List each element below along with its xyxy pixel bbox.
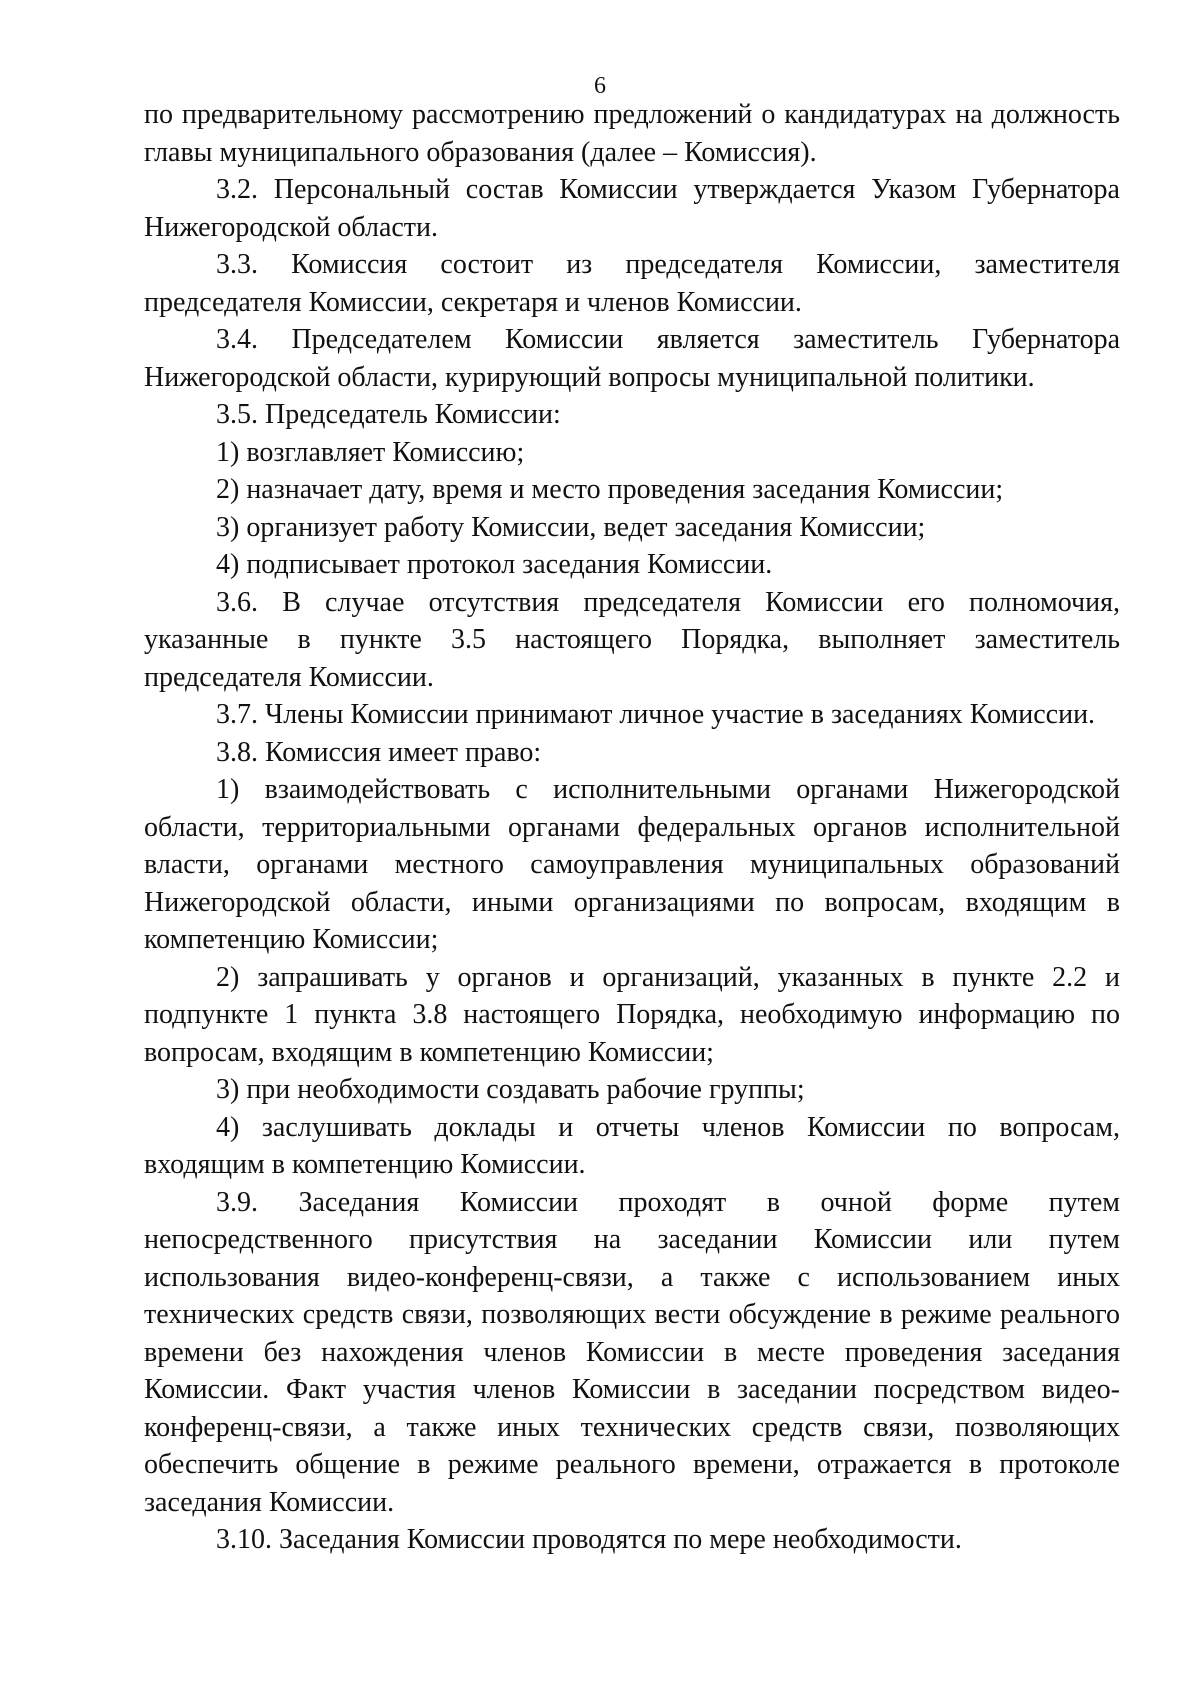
paragraph-3-5: 3.5. Председатель Комиссии: [216,399,561,430]
list-item-3-5-4: 4) подписывает протокол заседания Комиссии. [216,549,773,580]
list-item-3-5-3: 3) организует работу Комиссии, ведет заседания Комиссии; [216,511,926,543]
paragraph-3-10: 3.10. Заседания Комиссии проводятся по мере необходимости. [216,1524,962,1555]
list-item-3-5-2: 2) назначает дату, время и место проведения заседания Комиссии; [216,474,1004,505]
paragraph-3-6: 3.6. В случае отсутствия председателя Комиссии его полномочия, указанные в пункте 3.5 настоящего Порядка, выполняет заместитель председателя Комиссии. [144,586,1120,693]
paragraph-3-9: 3.9. Заседания Комиссии проходят в очной форме путем непосредственного присутствия на заседании Комиссии или путем использования видео-конференц-связи, а также с использованием иных технических средств связи, позволяющих вести обсуждение в режиме реального времени без нахождения членов Комиссии в месте проведения заседания Комиссии. Факт участия членов Комиссии в заседании посредством видео-конференц-связи, а также иных технических средств связи, позволяющих обеспечить общение в режиме реального времени, отражается в протоколе заседания Комиссии. [144,1186,1120,1518]
paragraph-3-2: 3.2. Персональный состав Комиссии утверждается Указом Губернатора Нижегородской области. [144,174,1120,243]
list-item-3-5-1: 1) возглавляет Комиссию; [216,436,525,468]
list-item-3-8-2: 2) запрашивать у органов и организаций, указанных в пункте 2.2 и подпункте 1 пункта 3.8 настоящего Порядка, необходимую информацию по вопросам, входящим в компетенцию Комиссии; [144,961,1120,1068]
paragraph-continuation: по предварительному рассмотрению предложений о кандидатурах на должность главы муниципального образования (далее – Комиссия). [144,99,1120,168]
document-body [144,96,1120,1559]
list-item-3-8-1: 1) взаимодействовать с исполнительными органами Нижегородской области, территориальными органами федеральных органов исполнительной власти, органами местного самоуправления муниципальных образований Нижегородской области, иными организациями по вопросам, входящим в компетенцию Комиссии; [144,774,1120,955]
paragraph-3-3: 3.3. Комиссия состоит из председателя Комиссии, заместителя председателя Комиссии, секретаря и членов Комиссии. [144,249,1120,318]
list-item-3-8-3: 3) при необходимости создавать рабочие группы; [216,1074,805,1105]
paragraph-3-7: 3.7. Члены Комиссии принимают личное участие в заседаниях Комиссии. [216,699,1096,730]
page-number: 6 [594,73,606,99]
list-item-3-8-4: 4) заслушивать доклады и отчеты членов Комиссии по вопросам, входящим в компетенцию Комиссии. [144,1111,1120,1180]
paragraph-3-4: 3.4. Председателем Комиссии является заместитель Губернатора Нижегородской области, курирующий вопросы муниципальной политики. [144,324,1120,393]
paragraph-3-8: 3.8. Комиссия имеет право: [216,736,542,768]
